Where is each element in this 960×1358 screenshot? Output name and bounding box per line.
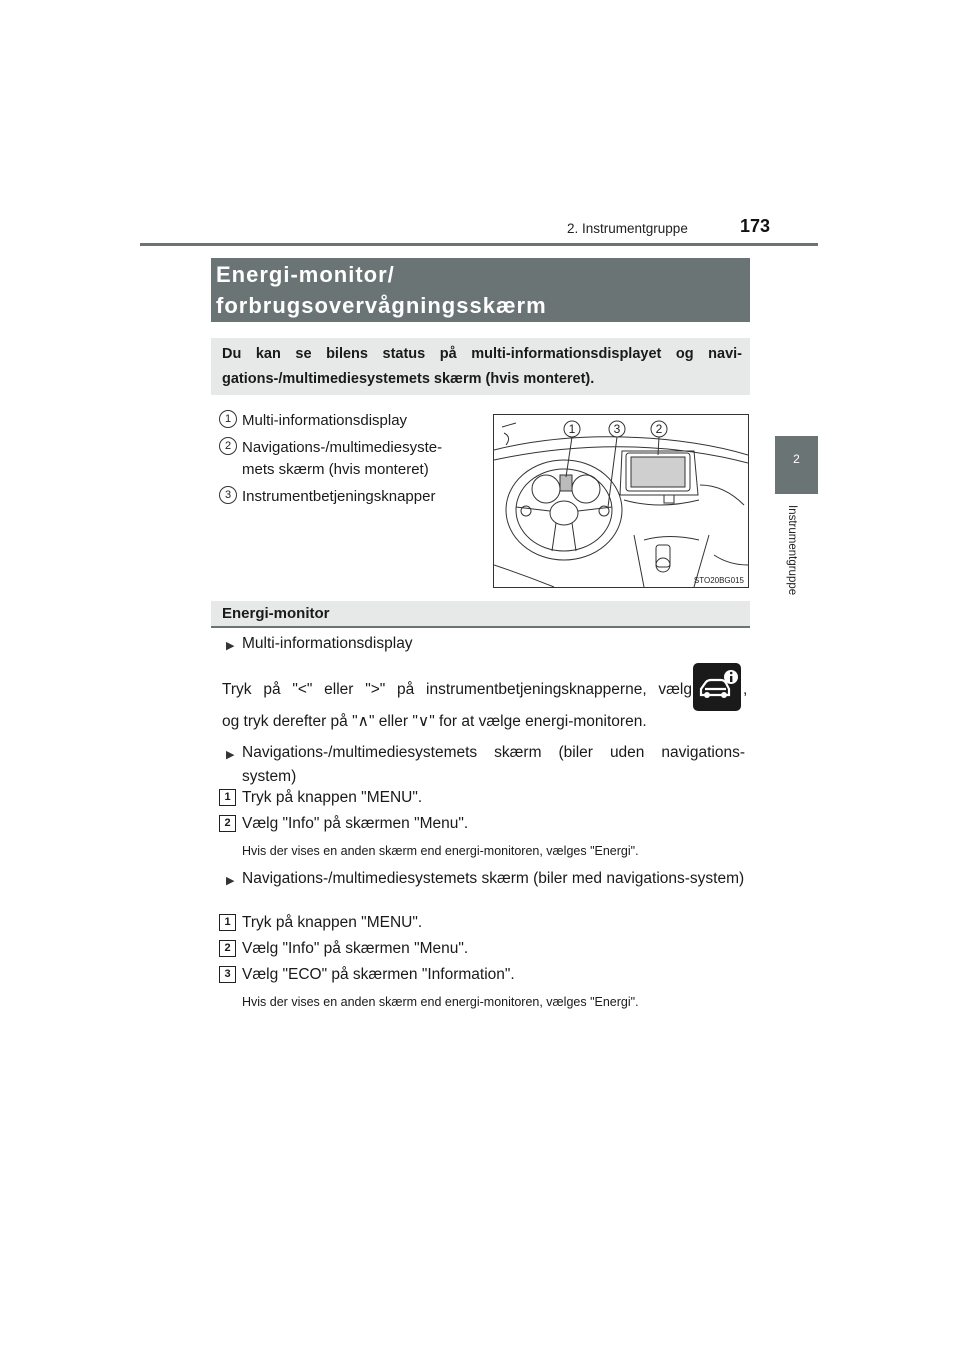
dashboard-drawing <box>494 415 748 587</box>
figure-callout-2: 2 <box>655 422 663 436</box>
figure-code: STO20BG015 <box>693 576 744 585</box>
subsection-title: Energi-monitor <box>222 605 330 622</box>
running-header-section: 2. Instrumentgruppe <box>567 221 688 236</box>
step-number-1: 1 <box>219 789 236 806</box>
section-title <box>216 259 746 321</box>
nav-yes-heading: Navigations-/multimediesystemets skærm (biler med navigations-system) <box>242 870 745 887</box>
chapter-tab-label: Instrumentgruppe <box>786 505 798 596</box>
car-info-glyph <box>693 663 741 711</box>
chapter-tab-number: 2 <box>793 452 800 466</box>
nav-no-heading: Navigations-/multimediesystemets skærm (biler uden navigations-system) <box>242 744 745 785</box>
nav-no-step-2: Vælg "Info" på skærmen "Menu". <box>242 815 469 832</box>
intro-text: Du kan se bilens status på multi-informationsdisplayet og navi-gations-/multimediesystemets skærm (hvis monteret). <box>222 346 742 387</box>
nav-yes-step-1: Tryk på knappen "MENU". <box>242 914 423 931</box>
triangle-bullet-icon: ▶ <box>226 875 235 887</box>
section-title-line-1: Energi-monitor/ <box>216 262 395 287</box>
dashboard-illustration <box>493 414 749 588</box>
nav-yes-note: Hvis der vises en anden skærm end energi-monitoren, vælges "Energi". <box>242 995 639 1009</box>
legend-item-3: Instrumentbetjeningsknapper <box>242 488 436 505</box>
car-info-icon <box>693 663 741 711</box>
legend-item-1: Multi-informationsdisplay <box>242 412 408 429</box>
nav-yes-step-2: Vælg "Info" på skærmen "Menu". <box>242 940 469 957</box>
nav-yes-step-3: Vælg "ECO" på skærmen "Information". <box>242 966 515 983</box>
triangle-bullet-icon: ▶ <box>226 749 235 761</box>
legend-item-2-cont: mets skærm (hvis monteret) <box>242 461 429 478</box>
legend-number-1: 1 <box>219 410 237 428</box>
step-number-2: 2 <box>219 940 236 957</box>
mid-heading: Multi-informationsdisplay <box>242 635 413 652</box>
triangle-bullet-icon: ▶ <box>226 640 235 652</box>
header-rule <box>140 243 818 246</box>
mid-paragraph-line-1: Tryk på "<" eller ">" på instrumentbetjeningsknapperne, vælg <box>222 681 692 698</box>
figure-callout-3: 3 <box>613 422 621 436</box>
section-title-line-2: forbrugsovervågningsskærm <box>216 293 547 318</box>
step-number-3: 3 <box>219 966 236 983</box>
nav-no-step-1: Tryk på knappen "MENU". <box>242 789 423 806</box>
legend-number-3: 3 <box>219 486 237 504</box>
step-number-2: 2 <box>219 815 236 832</box>
page-number: 173 <box>740 216 771 236</box>
legend-item-2: Navigations-/multimediesyste- <box>242 439 443 456</box>
step-number-1: 1 <box>219 914 236 931</box>
figure-callout-1: 1 <box>568 422 576 436</box>
mid-paragraph-line-2: og tryk derefter på "∧" eller "∨" for at vælge energi-monitoren. <box>222 713 647 730</box>
legend-number-2: 2 <box>219 437 237 455</box>
nav-no-note: Hvis der vises en anden skærm end energi-monitoren, vælges "Energi". <box>242 844 639 858</box>
mid-paragraph-comma: , <box>743 681 748 698</box>
